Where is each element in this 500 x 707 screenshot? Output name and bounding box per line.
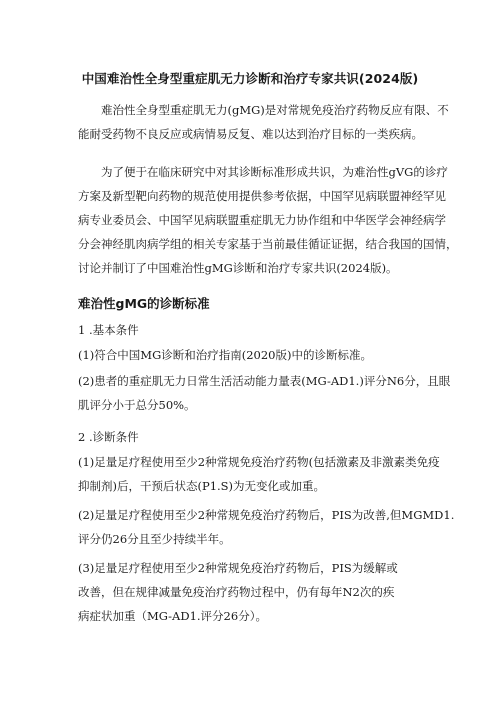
diagnosis-conditions-heading: 2 .诊断条件: [78, 430, 139, 444]
purpose-line: 为了便于在临床研究中对其诊断标准形成共识，为难治性gVG的诊疗: [101, 165, 448, 179]
basic-item-line: (2)患者的重症肌无力日常生活活动能力量表(MG-AD1.)评分N6分，且眼: [78, 374, 451, 388]
diagnosis-item-line: 改善，但在规律减量免疫治疗药物过程中，仍有每年N2次的疾: [78, 585, 395, 599]
diagnosis-item-line: 抑制剂)后，干预后状态(P1.S)为无变化或加重。: [78, 479, 326, 493]
diagnosis-item-line: (1)足量足疗程使用至少2种常规免疫治疗药物(包括激素及非激素类免疫: [78, 455, 440, 469]
diagnosis-item-1: [78, 450, 440, 498]
purpose-line: 方案及新型靶向药物的规范使用提供参考依据，中国罕见病联盟神经罕见: [78, 189, 446, 203]
diagnosis-item-2: [78, 503, 455, 551]
intro-paragraph: [78, 98, 449, 146]
diagnosis-item-line: 评分仍26分且至少持续半年。: [78, 532, 231, 546]
document-title: 中国难治性全身型重症肌无力诊断和治疗专家共识(2024版): [81, 71, 419, 86]
purpose-line: 讨论并制订了中国难治性gMG诊断和治疗专家共识(2024版)。: [78, 261, 398, 275]
diagnosis-item-3: [78, 556, 433, 628]
basic-conditions-heading: 1 .基本条件: [78, 323, 139, 337]
diagnosis-item-line: 病症状加重（MG-AD1.评分26分）。: [78, 609, 267, 623]
purpose-line: 病专业委员会、中国罕见病联盟重症肌无力协作组和中华医学会神经病学: [78, 213, 446, 227]
basic-item-2: [78, 369, 451, 417]
diagnosis-item-line: (3)足量足疗程使用至少2种常规免疫治疗药物后，PIS为缓解或: [78, 561, 398, 575]
section-heading: 难治性gMG的诊断标准: [78, 296, 210, 311]
basic-item-line: (1)符合中国MG诊断和治疗指南(2020版)中的诊断标准。: [78, 348, 372, 362]
purpose-paragraph: [78, 160, 458, 280]
intro-line: 能耐受药物不良反应或病情易反复、难以达到治疗目标的一类疾病。: [78, 127, 423, 141]
intro-line: 难治性全身型重症肌无力(gMG)是对常规免疫治疗药物反应有限、不: [101, 103, 449, 117]
diagnosis-item-line: (2)足量足疗程使用至少2种常规免疫治疗药物后，PIS为改善,但MGMD1.: [78, 508, 455, 522]
basic-item-1: [78, 343, 433, 367]
purpose-line: 分会神经肌肉病学组的相关专家基于当前最佳循证证据，结合我国的国情，: [78, 237, 458, 251]
basic-item-line: 肌评分小于总分50%。: [78, 398, 196, 412]
